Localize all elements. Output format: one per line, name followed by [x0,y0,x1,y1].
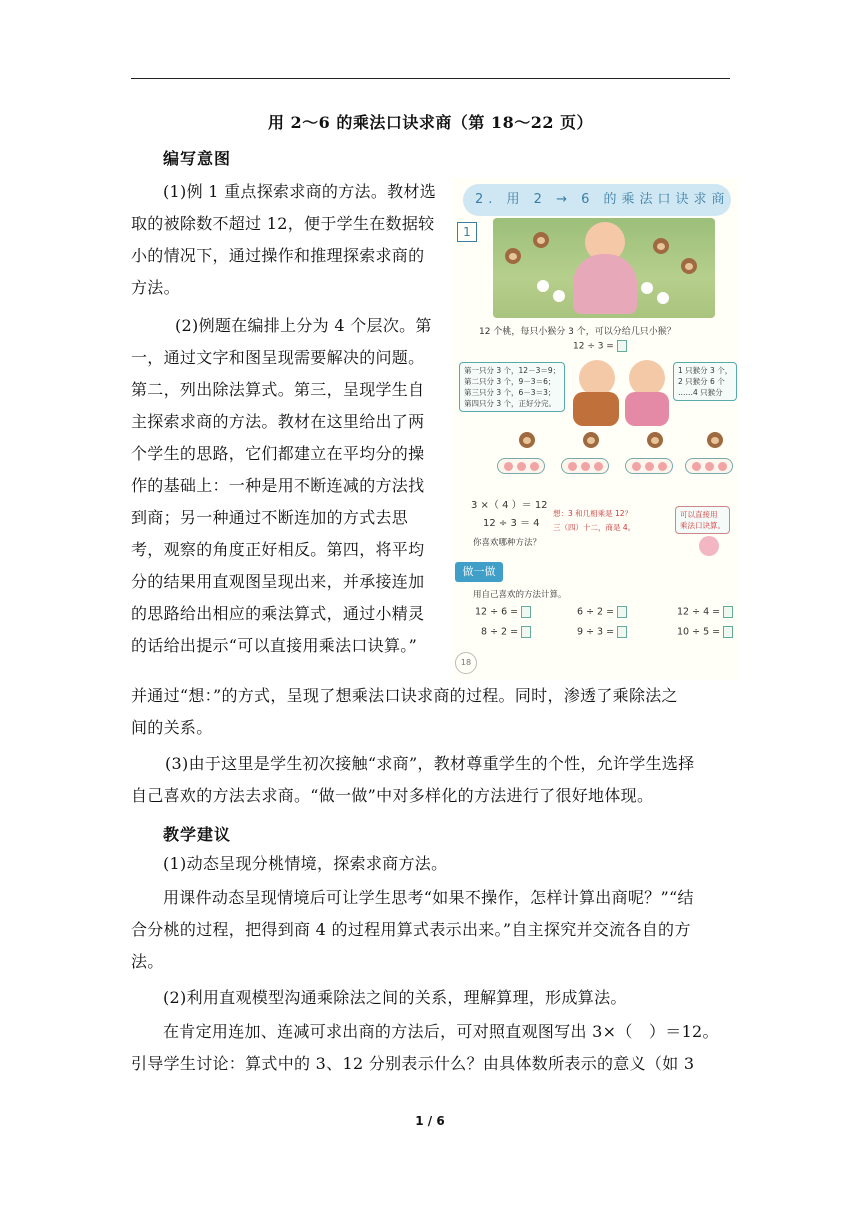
peach-icon [692,462,701,471]
exercise-text: 9 ÷ 3 = [577,626,615,638]
peach-icon [568,462,577,471]
exercise-text: 8 ÷ 2 = [481,626,519,638]
monkey-icon [681,258,697,274]
peach-icon [645,462,654,471]
monkey-icon [519,432,535,448]
text-line: (1)动态呈现分桃情境，探索求商方法。 [163,854,448,873]
answer-box [617,606,627,618]
monkey-icon [533,232,549,248]
text-line: 间的关系。 [131,718,213,737]
text-line: 一，通过文字和图呈现需要解决的问题。 [131,348,425,367]
bubble-line: 1 只猴分 3 个， [678,366,733,375]
peach-icon [705,462,714,471]
peach-icon [553,290,565,302]
plate-of-peaches [685,458,733,474]
monkey-icon [505,248,521,264]
text-line: 取的被除数不超过 12，便于学生在数据较 [131,214,435,233]
answer-box [521,606,531,618]
paragraph-2 [131,310,449,662]
answer-box [617,626,627,638]
bubble-line: 第四只分 3 个，正好分完。 [464,399,557,408]
exercise-text: 12 ÷ 6 = [475,606,519,618]
text-line: 并通过“想：”的方式，呈现了想乘法口诀求商的过程。同时，渗透了乘除法之 [131,686,678,705]
exercise-item [481,626,531,638]
text-line: 分的结果用直观图呈现出来，并承接连加 [131,572,425,591]
exercise-text: 12 ÷ 4 = [677,606,721,618]
text-line: 引导学生讨论：算式中的 3、12 分别表示什么？由具体数所表示的意义（如 3 [131,1054,695,1073]
suggestion-2 [131,982,730,1014]
boy-figure [579,360,615,396]
do-it-label: 做一做 [455,562,503,582]
fairy-bubble [675,506,730,534]
section-heading-intent: 编写意图 [163,149,232,168]
exercise-item [577,606,627,618]
page-title: 用 2～6 的乘法口诀求商（第 18～22 页） [267,113,594,132]
text-line: 方法。 [131,278,180,297]
text-line: 考，观察的角度正好相反。第四，将平均 [131,540,425,559]
suggestion-1 [131,848,730,880]
text-line: 自己喜欢的方法去求商。“做一做”中对多样化的方法进行了很好地体现。 [131,786,654,805]
plate-of-peaches [561,458,609,474]
header-rule [131,78,730,79]
suggestion-1-detail [131,882,730,978]
monkey-icon [653,238,669,254]
paragraph-2-continued [131,680,730,744]
text-line: 第二，列出除法算式。第三，呈现学生自 [131,380,425,399]
multiplication-sentence: 3 ×（ 4 ）＝ 12 [471,500,548,511]
fairy-icon [699,536,719,556]
peach-icon [658,462,667,471]
textbook-banner: 2. 用 2 → 6 的乘法口诀求商 [463,184,731,216]
monkey-icon [647,432,663,448]
peach-icon [537,280,549,292]
bubble-line: 第二只分 3 个，9－3＝6； [464,377,556,386]
textbook-page-number: 18 [455,652,477,674]
bubble-line: 2 只猴分 6 个 [678,377,725,386]
peach-icon [718,462,727,471]
bubble-line: 第一只分 3 个，12－3＝9； [464,366,561,375]
plate-of-peaches [497,458,545,474]
division-text: 12 ÷ 3 = [573,341,614,352]
peach-icon [530,462,539,471]
plate-of-peaches [625,458,673,474]
example-number: 1 [457,222,477,242]
peach-icon [594,462,603,471]
peach-icon [504,462,513,471]
exercise-text: 10 ÷ 5 = [677,626,721,638]
text-line: 个学生的思路，它们都建立在平均分的操 [131,444,425,463]
exercise-item [475,606,531,618]
girl-body [625,392,669,426]
exercise-text: 6 ÷ 2 = [577,606,615,618]
exercise-item [677,606,733,618]
text-line: 法。 [131,952,164,971]
text-line: (1)例 1 重点探索求商的方法。教材选 [163,182,437,201]
girl-dress [573,254,637,314]
exercise-prompt: 用自己喜欢的方法计算。 [473,590,567,600]
text-line: 到商；另一种通过不断连加的方式去思 [131,508,409,527]
text-line: 用课件动态呈现情境后可让学生思考“如果不操作，怎样计算出商呢？”“结 [163,888,694,907]
exercise-item [577,626,627,638]
preference-question: 你喜欢哪种方法？ [473,538,542,548]
exercise-item [677,626,733,638]
girl-figure [629,360,665,396]
bubble-line: 乘法口诀算。 [680,521,725,530]
text-line: 的话给出提示“可以直接用乘法口诀算。” [131,636,418,655]
think-hint: 想：3 和几相乘是 12？ [553,509,633,518]
paragraph-3 [131,748,730,812]
section-heading-suggestions: 教学建议 [163,825,232,844]
peach-icon [517,462,526,471]
answer-box [521,626,531,638]
suggestion-2-detail [131,1016,730,1080]
bubble-line: 第三只分 3 个，6－3＝3； [464,388,556,397]
division-sentence: 12 ÷ 3 ＝ 4 [483,518,540,529]
bubble-line: 可以直接用 [680,510,718,519]
monkey-icon [583,432,599,448]
monkey-icon [707,432,723,448]
answer-box [617,340,627,352]
peach-sharing-scene [493,218,715,318]
text-line: 小的情况下，通过操作和推理探索求商的 [131,246,425,265]
text-line: (2)利用直观模型沟通乘除法之间的关系，理解算理，形成算法。 [163,988,627,1007]
text-line: (3)由于这里是学生初次接触“求商”，教材尊重学生的个性，允许学生选择 [165,754,695,773]
answer-box [723,606,733,618]
page-number: 1 / 6 [415,1114,445,1128]
division-question [573,340,627,352]
peach-icon [641,282,653,294]
paragraph-1 [131,176,449,304]
word-problem: 12 个桃，每只小猴分 3 个，可以分给几只小猴？ [479,327,676,337]
text-line: 作的基础上：一种是用不断连减的方法找 [131,476,425,495]
text-line: 在肯定用连加、连减可求出商的方法后，可对照直观图写出 3×（ ）＝12。 [163,1022,719,1041]
text-line: (2)例题在编排上分为 4 个层次。第 [175,316,432,335]
peach-icon [581,462,590,471]
answer-box [723,626,733,638]
text-line: 的思路给出相应的乘法算式，通过小精灵 [131,604,425,623]
think-hint-rule: 三（四）十二，商是 4。 [553,523,636,532]
peach-icon [657,292,669,304]
addition-bubble [673,362,737,401]
boy-body [573,392,619,426]
bubble-line: ……4 只猴分 [678,388,723,397]
text-line: 合分桃的过程，把得到商 4 的过程用算式表示出来。”自主探究并交流各自的方 [131,920,691,939]
text-line: 主探索求商的方法。教材在这里给出了两 [131,412,425,431]
peach-icon [632,462,641,471]
subtraction-bubble [459,362,565,412]
textbook-illustration [453,178,738,680]
